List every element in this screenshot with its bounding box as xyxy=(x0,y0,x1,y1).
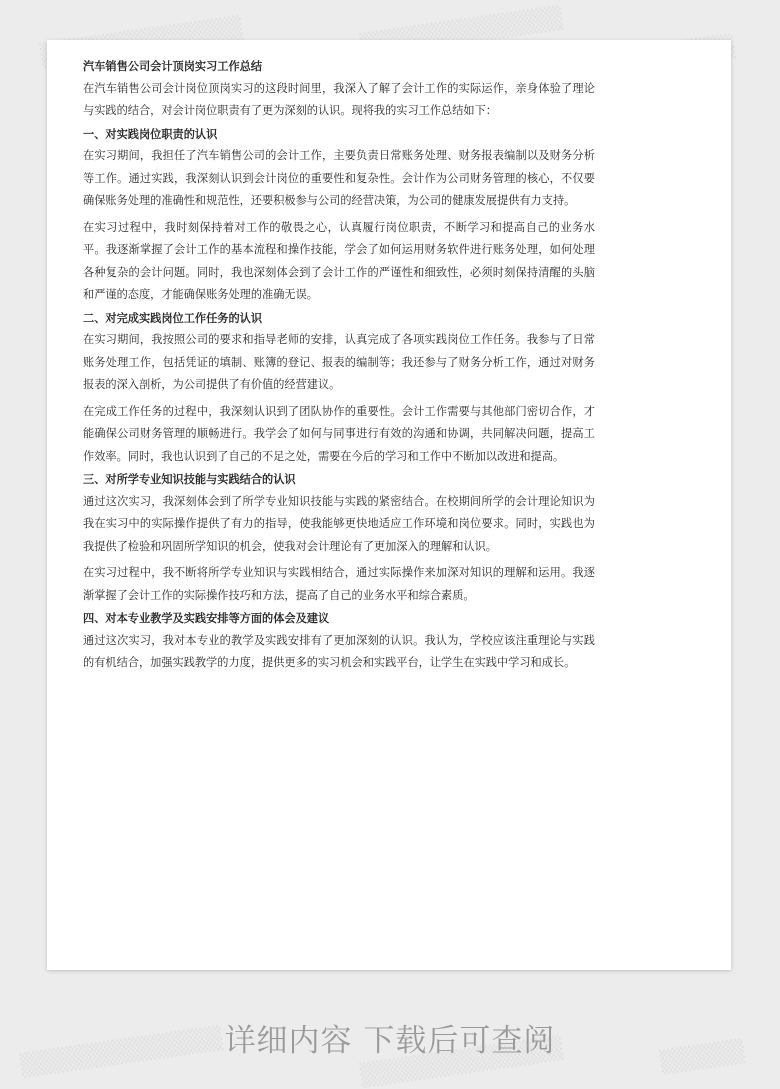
document-title: 汽车销售公司会计顶岗实习工作总结 xyxy=(83,59,263,73)
paragraph: 通过这次实习，我深刻体会到了所学专业知识技能与实践的紧密结合。在校期间所学的会计理论知识为我在实习中的实际操作提供了有力的指导，使我能够更快地适应工作环境和岗位要求。同时，实践也为我提供了检验和巩固所学知识的机会，使我对会计理论有了更加深入的理解和认识。 xyxy=(83,494,595,553)
document-content xyxy=(83,55,595,675)
paragraph: 在汽车销售公司会计岗位顶岗实习的这段时间里，我深入了解了会计工作的实际运作，亲身体验了理论与实践的结合，对会计岗位职责有了更为深刻的认识。现将我的实习工作总结如下： xyxy=(83,81,595,117)
paragraph: 在实习期间，我按照公司的要求和指导老师的安排，认真完成了各项实践岗位工作任务。我参与了日常账务处理工作，包括凭证的填制、账簿的登记、报表的编制等；我还参与了财务分析工作，通过对财务报表的深入剖析，为公司提供了有价值的经营建议。 xyxy=(83,333,595,391)
section-heading: 三、对所学专业知识技能与实践结合的认识 xyxy=(83,472,296,486)
section-heading: 二、对完成实践岗位工作任务的认识 xyxy=(83,310,263,325)
download-hint: 详细内容 下载后可查阅 xyxy=(224,1023,556,1059)
section-heading: 四、对本专业教学及实践安排等方面的体会及建议 xyxy=(83,611,330,625)
paragraph: 在实习期间，我担任了汽车销售公司的会计工作，主要负责日常账务处理、财务报表编制以及财务分析等工作。通过实践，我深刻认识到会计岗位的重要性和复杂性。会计作为公司财务管理的核心，不仅要确保账务处理的准确性和规范性，还要积极参与公司的经营决策，为公司的健康发展提供有力支持。 xyxy=(83,149,595,207)
paragraph: 在实习过程中，我时刻保持着对工作的敬畏之心，认真履行岗位职责，不断学习和提高自己的业务水平。我逐渐掌握了会计工作的基本流程和操作技能，学会了如何运用财务软件进行账务处理，如何处理各种复杂的会计问题。同时，我也深刻体会到了会计工作的严谨性和细致性，必须时刻保持清醒的头脑和严谨的态度，才能确保账务处理的准确无误。 xyxy=(83,220,595,301)
paragraph: 在完成工作任务的过程中，我深刻认识到了团队协作的重要性。会计工作需要与其他部门密切合作，才能确保公司财务管理的顺畅进行。我学会了如何与同事进行有效的沟通和协调，共同解决问题，提高工作效率。同时，我也认识到了自己的不足之处，需要在今后的学习和工作中不断加以改进和提高。 xyxy=(83,404,595,463)
section-heading: 一、对实践岗位职责的认识 xyxy=(83,126,218,141)
paragraph: 在实习过程中，我不断将所学专业知识与实践相结合，通过实际操作来加深对知识的理解和运用。我逐渐掌握了会计工作的实际操作技巧和方法，提高了自己的业务水平和综合素质。 xyxy=(83,566,595,602)
document-body xyxy=(83,78,595,675)
paragraph: 通过这次实习，我对本专业的教学及实践安排有了更加深刻的认识。我认为，学校应该注重理论与实践的有机结合，加强实践教学的力度，提供更多的实习机会和实践平台，让学生在实践中学习和成长。 xyxy=(83,633,595,669)
